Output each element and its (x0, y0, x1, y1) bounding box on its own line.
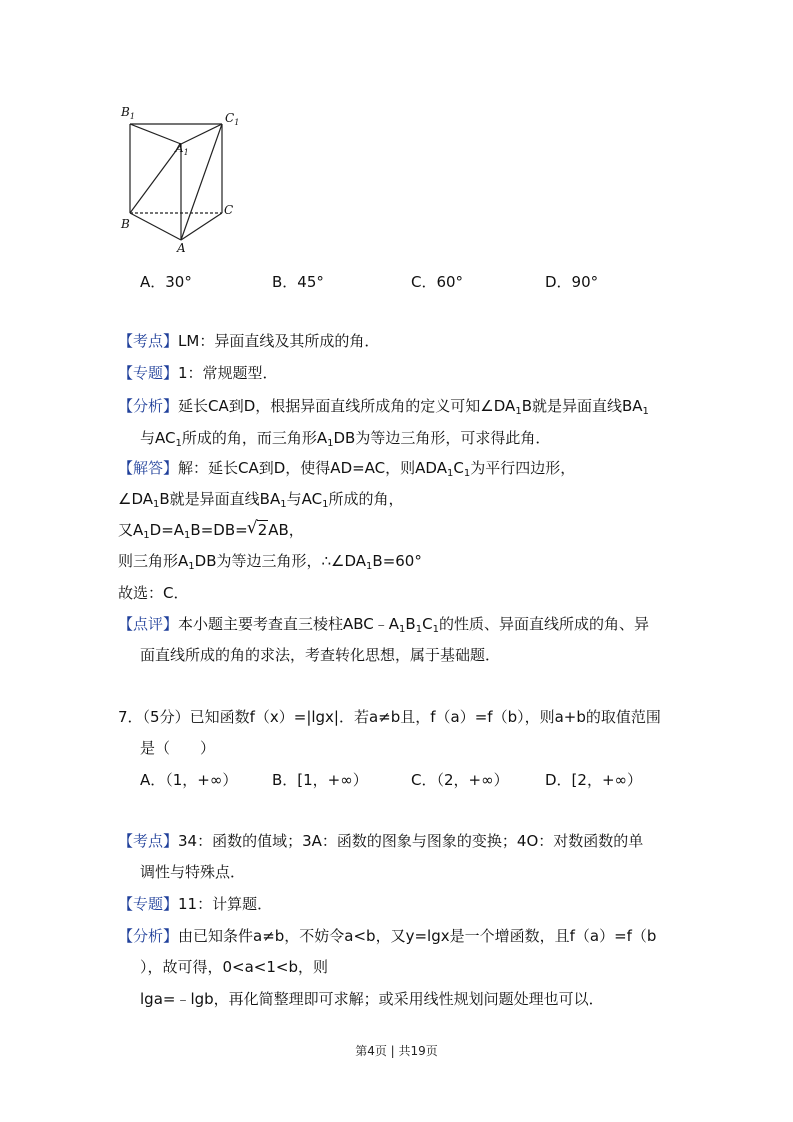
q7-choice-a: A．（1，+∞） (140, 771, 238, 789)
q6-jieda-line4: 则三角形$A_1DB$为等边三角形，$\therefore\angle DA_1B=60^\circ$ (118, 552, 422, 572)
svg-text:C: C (224, 203, 234, 217)
q6-kaodian: 【考点】LM：异面直线及其所成的角． (118, 332, 380, 350)
q6-jieda-line3: 又$A_1D=A_1B=DB=√$ 2AB， (118, 519, 304, 541)
q6-jieda-line5: 故选：C． (118, 584, 189, 602)
q6-choice-a: A．30° (140, 273, 192, 291)
svg-text:C1: $C_1$ (225, 111, 240, 127)
q6-jieda-line2: $\angle DA_1B$就是异面直线$BA_1$与$AC_1$所成的角， (118, 490, 404, 510)
prism-diagram (115, 100, 255, 260)
q6-dianping-line1: 【点评】本小题主要考查直三棱柱$ABC﹣A_1B_1C_1$的性质、异面直线所成的角、异 (118, 615, 649, 635)
prism-figure (115, 100, 255, 260)
q7-fenxi-line1: 【分析】由已知条件a≠b，不妨令a<b，又y=lgx是一个增函数，且f（a）=f（b (118, 927, 657, 945)
q7-fenxi-line2: ），故可得，0<a<1<b，则 (140, 958, 329, 976)
svg-text:A: A (177, 241, 186, 255)
q6-dianping-line2: 面直线所成的角的求法，考查转化思想，属于基础题． (140, 646, 501, 664)
q7-stem-line1: 7．（5分）已知函数f（x）=|lgx|．若a≠b且，f（a）=f（b），则a+b的取值范围 (118, 708, 661, 726)
q7-kaodian-line2: 调性与特殊点． (140, 863, 246, 881)
q6-choice-c: C．60° (411, 273, 464, 291)
sqrt-symbol: √ 2 (248, 521, 269, 539)
q7-choice-d: D．[2，+∞） (545, 771, 643, 789)
q6-zhuanti: 【专题】1：常规题型． (118, 364, 278, 382)
q6-fenxi-line2: 与$AC_1$所成的角，而三角形$A_1DB$为等边三角形，可求得此角． (140, 429, 551, 449)
q6-choice-b: B．45° (272, 273, 324, 291)
q7-kaodian-line1: 【考点】34：函数的值域；3A：函数的图象与图象的变换；4O：对数函数的单 (118, 832, 644, 850)
q7-stem-line2: 是（ ） (140, 739, 216, 757)
q7-zhuanti: 【专题】11：计算题． (118, 895, 273, 913)
svg-text:B: B (121, 217, 130, 231)
svg-text:B1: $B_1$ (121, 105, 135, 121)
page-footer: 第4页 | 共19页 (355, 1044, 438, 1058)
q6-fenxi-line1: 【分析】延长CA到D，根据异面直线所成角的定义可知$\angle DA_1B$就是异面直线$BA_1$ (118, 397, 649, 417)
q6-jieda-line1: 【解答】解：延长CA到D，使得AD=AC，则$ADA_1C_1$为平行四边形， (118, 459, 576, 479)
svg-text:A1: $A_1$ (175, 141, 189, 157)
q7-fenxi-line3: lga=﹣lgb，再化简整理即可求解；或采用线性规划问题处理也可以． (140, 990, 604, 1008)
q6-choice-d: D．90° (545, 273, 599, 291)
q7-choice-c: C．（2，+∞） (411, 771, 509, 789)
q7-choice-b: B．[1，+∞） (272, 771, 368, 789)
